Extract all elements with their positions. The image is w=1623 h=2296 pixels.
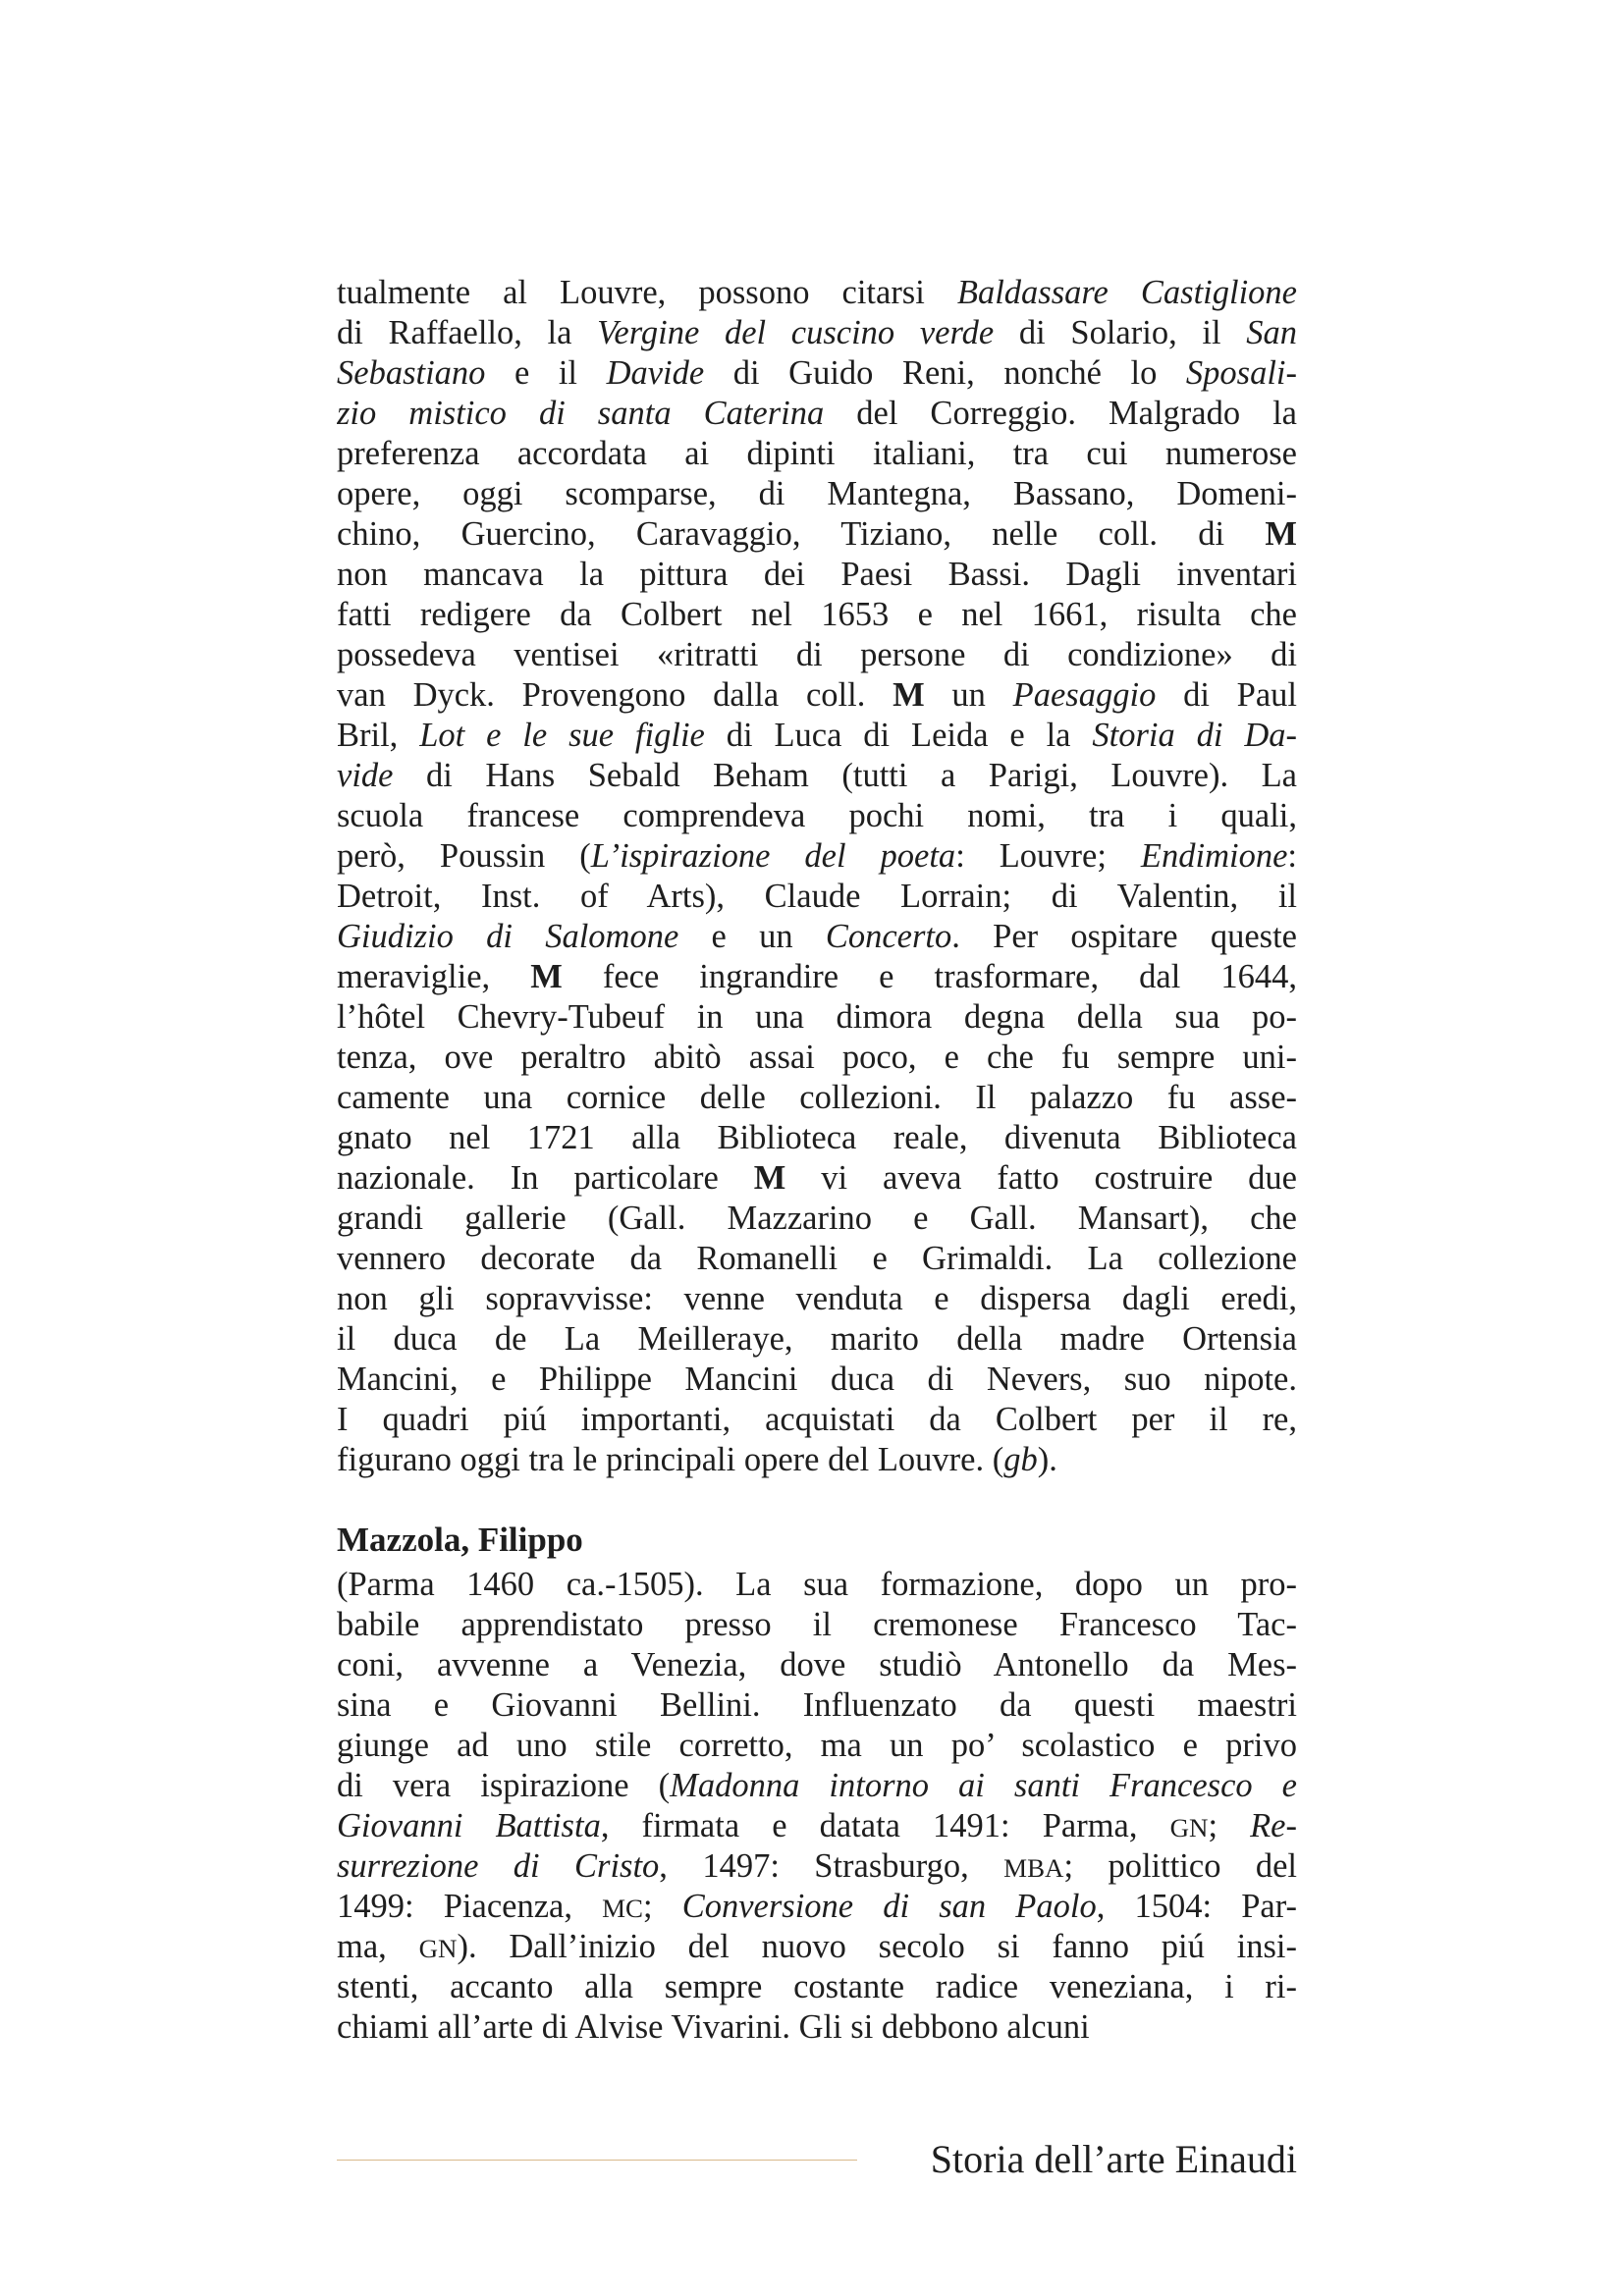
text-line: chino, Guercino, Caravaggio, Tiziano, nelle coll. di M bbox=[337, 515, 1297, 553]
text-line: di vera ispirazione (Madonna intorno ai santi Francesco e bbox=[337, 1767, 1297, 1804]
text-line: 1499: Piacenza, MC; Conversione di san Paolo, 1504: Par- bbox=[337, 1888, 1297, 1925]
text-line: tenza, ove peraltro abitò assai poco, e che fu sempre uni- bbox=[337, 1039, 1297, 1076]
text-line: vennero decorate da Romanelli e Grimaldi. La collezione bbox=[337, 1240, 1297, 1277]
text-line: babile apprendistato presso il cremonese Francesco Tac- bbox=[337, 1606, 1297, 1643]
text-line: Sebastiano e il Davide di Guido Reni, nonché lo Sposali- bbox=[337, 354, 1297, 392]
text-line: vide di Hans Sebald Beham (tutti a Parigi, Louvre). La bbox=[337, 757, 1297, 794]
text-line: tualmente al Louvre, possono citarsi Baldassare Castiglione bbox=[337, 274, 1297, 311]
text-line: non gli sopravvisse: venne venduta e dispersa dagli eredi, bbox=[337, 1280, 1297, 1317]
text-line: scuola francese comprendeva pochi nomi, tra i quali, bbox=[337, 797, 1297, 834]
text-line: Giovanni Battista, firmata e datata 1491: Parma, GN; Re- bbox=[337, 1807, 1297, 1844]
text-line: I quadri piú importanti, acquistati da Colbert per il re, bbox=[337, 1401, 1297, 1438]
text-line: però, Poussin (L’ispirazione del poeta: Louvre; Endimione: bbox=[337, 837, 1297, 875]
text-line: van Dyck. Provengono dalla coll. M un Paesaggio di Paul bbox=[337, 676, 1297, 714]
text-line: chiami all’arte di Alvise Vivarini. Gli si debbono alcuni bbox=[337, 2008, 1090, 2046]
article-mazzola-filippo bbox=[337, 1565, 1297, 2048]
text-line: Bril, Lot e le sue figlie di Luca di Leida e la Storia di Da- bbox=[337, 717, 1297, 754]
text-line: gnato nel 1721 alla Biblioteca reale, divenuta Biblioteca bbox=[337, 1119, 1297, 1156]
text-line: grandi gallerie (Gall. Mazzarino e Gall. Mansart), che bbox=[337, 1200, 1297, 1237]
text-line: sina e Giovanni Bellini. Influenzato da questi maestri bbox=[337, 1686, 1297, 1724]
text-line: possedeva ventisei «ritratti di persone di condizione» di bbox=[337, 636, 1297, 673]
text-line: Detroit, Inst. of Arts), Claude Lorrain; di Valentin, il bbox=[337, 878, 1297, 915]
text-line: coni, avvenne a Venezia, dove studiò Antonello da Mes- bbox=[337, 1646, 1297, 1683]
text-line: l’hôtel Chevry-Tubeuf in una dimora degna della sua po- bbox=[337, 998, 1297, 1036]
footer-divider bbox=[337, 2160, 857, 2161]
text-line: non mancava la pittura dei Paesi Bassi. Dagli inventari bbox=[337, 556, 1297, 593]
text-line: stenti, accanto alla sempre costante radice veneziana, i ri- bbox=[337, 1968, 1297, 2005]
text-line: ma, GN). Dall’inizio del nuovo secolo si fanno piú insi- bbox=[337, 1928, 1297, 1965]
text-line: meraviglie, M fece ingrandire e trasformare, dal 1644, bbox=[337, 958, 1297, 995]
text-line: surrezione di Cristo, 1497: Strasburgo, MBA; polittico del bbox=[337, 1847, 1297, 1885]
text-line: preferenza accordata ai dipinti italiani, tra cui numerose bbox=[337, 435, 1297, 472]
text-line: opere, oggi scomparse, di Mantegna, Bassano, Domeni- bbox=[337, 475, 1297, 512]
footer-publication-title: Storia dell’arte Einaudi bbox=[930, 2137, 1297, 2181]
text-line: giunge ad uno stile corretto, ma un po’ scolastico e privo bbox=[337, 1727, 1297, 1764]
text-line: Giudizio di Salomone e un Concerto. Per ospitare queste bbox=[337, 918, 1297, 955]
text-line: fatti redigere da Colbert nel 1653 e nel 1661, risulta che bbox=[337, 596, 1297, 633]
text-line: (Parma 1460 ca.-1505). La sua formazione, dopo un pro- bbox=[337, 1566, 1297, 1603]
text-line: figurano oggi tra le principali opere del Louvre. (gb). bbox=[337, 1441, 1057, 1478]
text-line: di Raffaello, la Vergine del cuscino verde di Solario, il San bbox=[337, 314, 1297, 351]
text-line: zio mistico di santa Caterina del Correggio. Malgrado la bbox=[337, 395, 1297, 432]
text-line: camente una cornice delle collezioni. Il palazzo fu asse- bbox=[337, 1079, 1297, 1116]
text-line: Mancini, e Philippe Mancini duca di Nevers, suo nipote. bbox=[337, 1361, 1297, 1398]
article-mazzarino-continuation bbox=[337, 273, 1297, 1480]
entry-heading-block bbox=[337, 1519, 1297, 1562]
text-line: nazionale. In particolare M vi aveva fatto costruire due bbox=[337, 1159, 1297, 1197]
text-line: il duca de La Meilleraye, marito della madre Ortensia bbox=[337, 1320, 1297, 1358]
entry-heading: Mazzola, Filippo bbox=[337, 1521, 583, 1559]
